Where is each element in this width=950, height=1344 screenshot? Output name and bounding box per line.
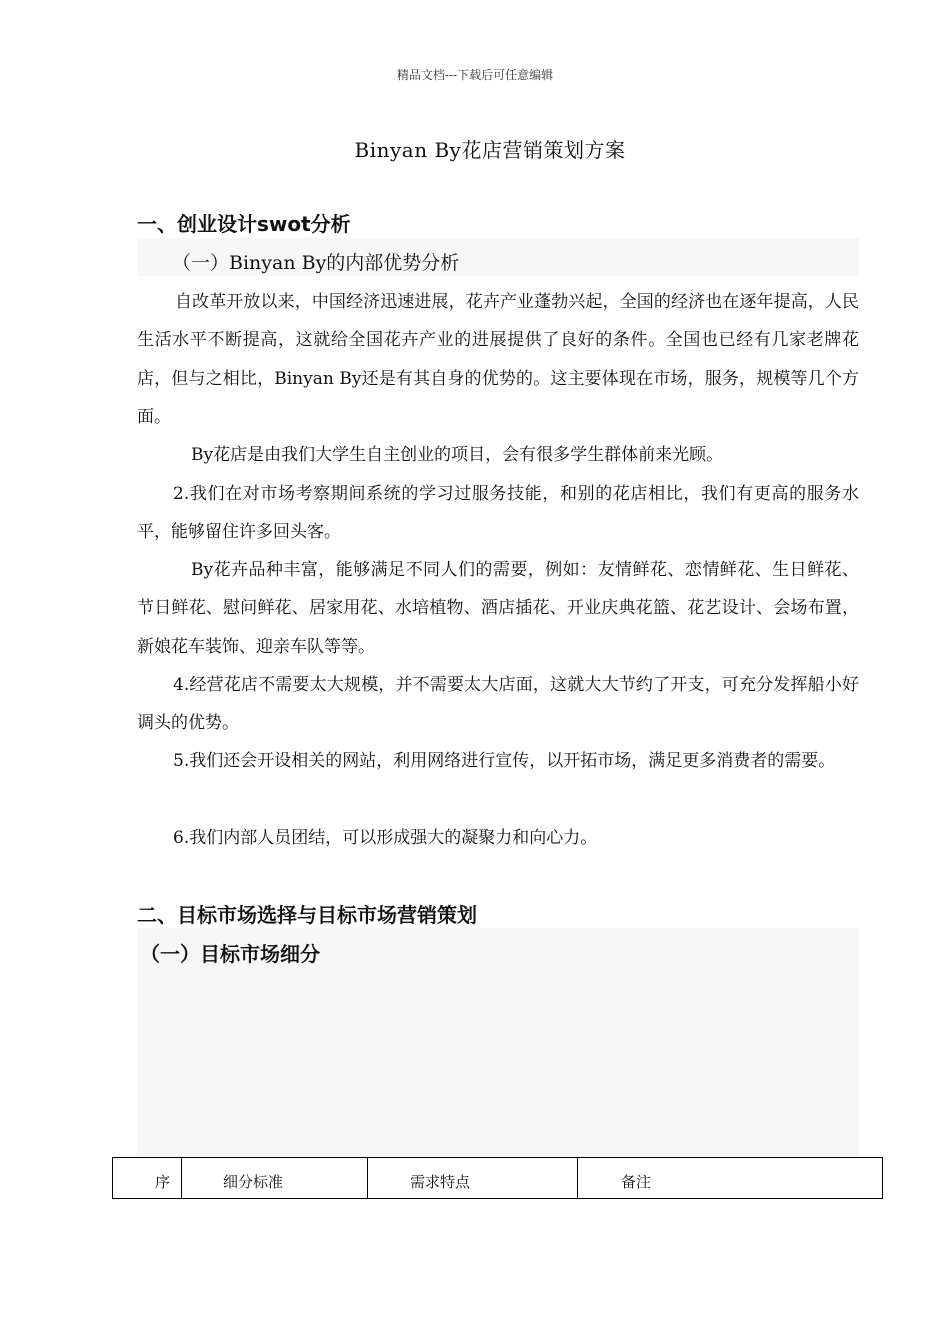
segmentation-table bbox=[112, 1157, 883, 1199]
table-header-cell bbox=[182, 1158, 368, 1199]
paragraph-7: 6.我们内部人员团结，可以形成强大的凝聚力和向心力。 bbox=[173, 828, 598, 848]
table-header-row bbox=[113, 1158, 883, 1199]
section1-subheading: （一）Binyan By的内部优势分析 bbox=[172, 252, 460, 274]
paragraph-1: 自改革开放以来，中国经济迅速进展，花卉产业蓬勃兴起，全国的经济也在逐年提高，人民生活水平不断提高，这就给全国花卉产业的进展提供了良好的条件。全国也已经有几家老牌花店，但与之相比，Binyan By还是有其自身的优势的。这主要体现在市场，服务，规模等几个方面。 bbox=[137, 292, 859, 427]
header-note: 精品文档---下载后可任意编辑 bbox=[396, 68, 554, 82]
header-index: 序 bbox=[155, 1173, 171, 1191]
section2-subheading: （一）目标市场细分 bbox=[140, 942, 320, 966]
paragraph-3: 2.我们在对市场考察期间系统的学习过服务技能，和别的花店相比，我们有更高的服务水平，能够留住许多回头客。 bbox=[137, 484, 859, 543]
table-header-cell bbox=[368, 1158, 578, 1199]
header-criteria: 细分标准 bbox=[223, 1173, 284, 1191]
document-title: Binyan By花店营销策划方案 bbox=[354, 138, 626, 162]
table-header-cell bbox=[578, 1158, 883, 1199]
paragraph-4: By花卉品种丰富，能够满足不同人们的需要，例如：友情鲜花、恋情鲜花、生日鲜花、节日鲜花、慰问鲜花、居家用花、水培植物、酒店插花、开业庆典花篮、花艺设计、会场布置，新娘花车装饰、迎亲车队等等。 bbox=[137, 560, 859, 657]
section1-heading: 一、创业设计swot分析 bbox=[137, 212, 351, 236]
paragraph-2: By花店是由我们大学生自主创业的项目，会有很多学生群体前来光顾。 bbox=[191, 445, 724, 465]
header-demand: 需求特点 bbox=[410, 1173, 471, 1191]
paragraph-5: 4.经营花店不需要太大规模，并不需要太大店面，这就大大节约了开支，可充分发挥船小好调头的优势。 bbox=[137, 675, 859, 734]
paragraph-6: 5.我们还会开设相关的网站，利用网络进行宣传，以开拓市场，满足更多消费者的需要。 bbox=[173, 751, 836, 771]
table-header-cell bbox=[113, 1158, 182, 1199]
header-notes: 备注 bbox=[621, 1173, 652, 1191]
section2-heading: 二、目标市场选择与目标市场营销策划 bbox=[137, 903, 477, 927]
